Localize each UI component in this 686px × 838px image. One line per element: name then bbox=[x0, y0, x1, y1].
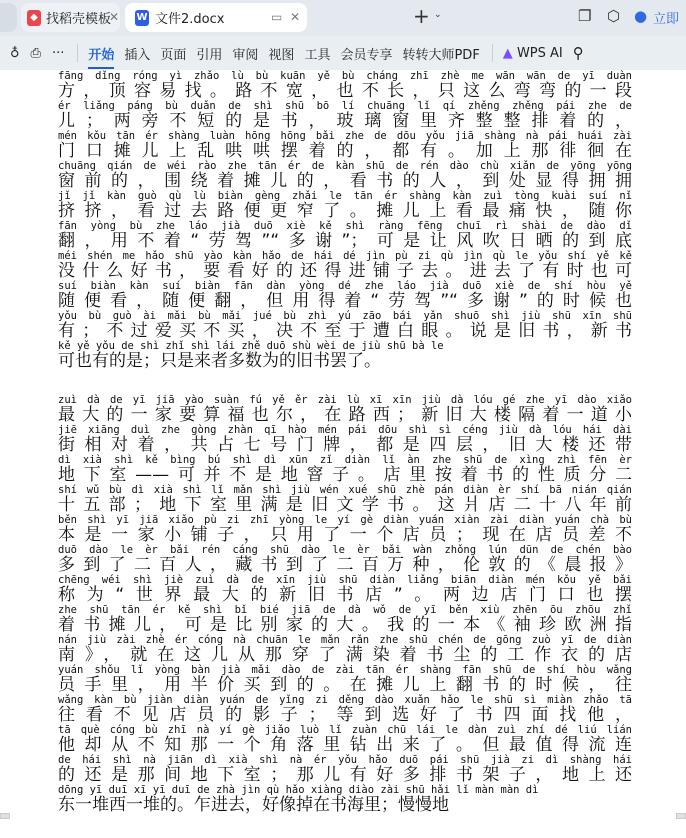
text-line bbox=[58, 514, 632, 544]
pinyin-line: nán jiù zài zhè ér cóng nà chuān le mǎn rǎn zhe shū chén de gōng zuò yī de diàn bbox=[58, 634, 632, 646]
hanzi-line: 多到了二百人，藏书到了二百万种，伦敦的《晨报》 bbox=[58, 555, 632, 575]
text-line bbox=[58, 220, 632, 250]
hanzi-line: 本是一家小铺子，只用了一个店员；现在店员差不 bbox=[58, 525, 632, 545]
hanzi-line: 员手里，用半价买到的。在摊儿上翻书的时候，往 bbox=[58, 675, 632, 695]
hanzi-line: 挤挤，看过去路便更窄了。摊儿上看最痛快，随你 bbox=[58, 201, 632, 221]
pinyin-line: chēng wéi shì jiè zuì dà de xīn jiù shū diàn liǎng biān diàn mén kǒu yě bǎi bbox=[58, 574, 632, 586]
hanzi-line: 的还是那间地下室；那儿有好多排书架子，地上还 bbox=[58, 765, 632, 785]
window-copy-icon[interactable]: ❐ bbox=[578, 7, 592, 25]
text-line bbox=[58, 784, 632, 814]
hanzi-line: 称为“世界最大的新旧书店”。两边店门口也摆 bbox=[58, 585, 632, 605]
menu-tools[interactable]: 工具 bbox=[304, 47, 331, 63]
hanzi-line: 可也有的是；只是来者多数为的旧书罢了。 bbox=[58, 351, 381, 371]
hanzi-line: 儿；两旁不短的是书，玻璃窗里齐整整排着的， bbox=[58, 111, 632, 131]
hanzi-line: 十五部；地下室里满是旧文学书。这爿店二十八年前 bbox=[58, 495, 632, 515]
menu-page[interactable]: 页面 bbox=[160, 47, 187, 63]
text-line bbox=[58, 574, 632, 604]
pinyin-line: méi shén me hǎo shū yào kàn hǎo de hái dé jìn pù zi qù jìn qù le yǒu shí yě kě bbox=[58, 250, 632, 262]
text-line bbox=[58, 604, 632, 634]
pinyin-line: dì xià shì kě bìng bú shì dì xūn zǐ diàn lǐ àn zhe shū de xìng zhì fēn èr bbox=[58, 454, 632, 466]
hanzi-line: 随便看，随便翻，但用得着“劳驾”“多谢”的时候也 bbox=[58, 291, 632, 311]
text-line bbox=[58, 484, 632, 514]
text-line bbox=[58, 664, 632, 694]
pinyin-line: yuán shǒu lǐ yòng bàn jià mǎi dào de zài tān ér shàng fān shū de shí hòu wǎng bbox=[58, 664, 632, 676]
pinyin-line: zhe shū tān ér kě shì bǐ bié jiā de dà wǒ de yī běn xiù zhēn ōu zhōu zhǐ bbox=[58, 604, 632, 616]
pinyin-line: mén kǒu tān ér shàng luàn hōng hōng bǎi zhe de dōu yǒu jiā shàng nà pái huái zài bbox=[58, 130, 632, 142]
link-icon[interactable]: ♁ bbox=[10, 45, 20, 61]
tab-label: 文件2.docx bbox=[155, 12, 225, 27]
pinyin-line: jǐ jǐ kàn guò qù lù biàn gèng zhǎi le tān ér shàng kàn zuì tòng kuài suí nǐ bbox=[58, 190, 632, 202]
wps-ai-button[interactable] bbox=[503, 46, 563, 61]
text-line bbox=[58, 190, 632, 220]
menu-references[interactable]: 引用 bbox=[196, 47, 223, 63]
text-line bbox=[58, 754, 632, 784]
text-line bbox=[58, 694, 632, 724]
new-tab-plus-icon[interactable]: + bbox=[413, 4, 430, 28]
text-line bbox=[58, 70, 632, 100]
pinyin-line: fāng dǐng róng yì zhǎo lù bù kuān yě bù cháng zhī zhè me wān wān de yī duàn bbox=[58, 70, 632, 82]
tab-label: 找稻壳模板 bbox=[46, 12, 112, 27]
text-line bbox=[58, 160, 632, 190]
search-icon[interactable]: ⚲ bbox=[572, 44, 584, 62]
hanzi-line: 着书摊儿，可是比别家的大。我的一本《袖珍欧洲指 bbox=[58, 615, 632, 635]
text-line bbox=[58, 340, 632, 370]
menu-insert[interactable]: 插入 bbox=[124, 47, 151, 63]
scroll-corner-left bbox=[0, 813, 10, 819]
menu-pdf[interactable]: 转转大师PDF bbox=[402, 47, 480, 63]
tab-scroll-left[interactable] bbox=[0, 3, 17, 32]
paragraph bbox=[58, 394, 632, 814]
pinyin-line: wǎng kàn bù jiàn diàn yuán de yǐng zi děng dào xuǎn hǎo le shū sì miàn zhǎo tā bbox=[58, 694, 632, 706]
hanzi-line: 没什么好书，要看好的还得进铺子去。进去了有时也可 bbox=[58, 261, 632, 281]
paragraph bbox=[58, 70, 632, 370]
hanzi-line: 最大的一家要算福也尔，在路西；新旧大楼隔着一道小 bbox=[58, 405, 632, 425]
hanzi-line: 他却从不知那一个角落里钻出来了。但最值得流连 bbox=[58, 735, 632, 755]
pinyin-line: suí biàn kàn suí biàn fān dàn yòng dé zhe láo jià duō xiè de shí hòu yě bbox=[58, 280, 632, 292]
hanzi-line: 地下室——可并不是地窨子。店里按着书的性质分二 bbox=[58, 465, 632, 485]
hanzi-line: 方，顶容易找。路不宽，也不长，只这么弯弯的一段 bbox=[58, 81, 632, 101]
hanzi-line: 南》，就在这儿从那穿了满染着书尘的工作衣的店 bbox=[58, 645, 632, 665]
login-link[interactable]: 立即 bbox=[653, 12, 680, 27]
tab-document[interactable] bbox=[125, 3, 307, 32]
menu-home[interactable]: 开始 bbox=[88, 44, 114, 63]
pinyin-line: běn shì yī jiā xiǎo pù zi zhī yòng le yí gè diàn yuán xiàn zài diàn yuán chà bù bbox=[58, 514, 632, 526]
divider bbox=[77, 44, 78, 62]
text-line bbox=[58, 634, 632, 664]
pinyin-line: dōng yī duī xī yī duī de zhà jìn qù hǎo xiàng diào zài shū hǎi lǐ màn màn dì bbox=[58, 784, 539, 796]
cube-icon[interactable]: ⬡ bbox=[607, 7, 621, 25]
wps-ai-icon: ▲ bbox=[502, 45, 513, 61]
hanzi-line: 往看不见店员的影子；等到选好了书四面找他， bbox=[58, 705, 632, 725]
text-line bbox=[58, 250, 632, 280]
menu-member[interactable]: 会员专享 bbox=[340, 47, 393, 63]
print-icon[interactable]: ⎙ bbox=[30, 45, 41, 61]
menu-view[interactable]: 视图 bbox=[268, 47, 295, 63]
ribbon-toolbar bbox=[0, 36, 686, 70]
pinyin-line: ér liǎng páng bù duǎn de shì shū bō lí chuāng lǐ qí zhěng zhěng pái zhe de bbox=[58, 100, 632, 112]
hanzi-line: 门口摊儿上乱哄哄摆着的，都有。加上那徘徊在 bbox=[58, 141, 632, 161]
hanzi-line: 有；不过爱买不买，决不至于遭白眼。说是旧书，新书 bbox=[58, 321, 632, 341]
hanzi-line: 街相对着，共占七号门牌，都是四层，旧大楼还带 bbox=[58, 435, 632, 455]
hanzi-line: 窗前的，围绕着摊儿的，看书的人，到处显得拥拥 bbox=[58, 171, 632, 191]
text-line bbox=[58, 454, 632, 484]
pinyin-line: duō dào le èr bǎi rén cáng shū dào le èr bǎi wàn zhǒng lún dūn de chén bào bbox=[58, 544, 632, 556]
wps-ai-label: WPS AI bbox=[516, 45, 563, 61]
pinyin-line: de hái shì nà jiān dì xià shì nà ér yǒu hǎo duō pái shū jià zi dì shàng hái bbox=[58, 754, 632, 766]
text-line bbox=[58, 280, 632, 310]
text-line bbox=[58, 310, 632, 340]
tab-docer-templates[interactable] bbox=[21, 3, 120, 32]
word-doc-icon: W bbox=[135, 10, 149, 26]
monitor-icon[interactable]: ▭ bbox=[271, 10, 283, 24]
pinyin-line: fān yòng bù zhe láo jià duō xiè kě shì ràng fēng chuī rì shài de dào dǐ bbox=[58, 220, 632, 232]
tab-bar bbox=[0, 0, 686, 36]
pinyin-line: chuāng qián de wéi rào zhe tān ér de kàn shū de rén dào chù xiǎn de yōng yōng bbox=[58, 160, 632, 172]
document-body[interactable] bbox=[58, 70, 632, 838]
text-line bbox=[58, 544, 632, 574]
document-page[interactable] bbox=[0, 70, 686, 819]
menu-review[interactable]: 审阅 bbox=[232, 47, 259, 63]
divider bbox=[492, 44, 493, 62]
more-button[interactable]: ··· bbox=[51, 45, 65, 61]
text-line bbox=[58, 394, 632, 424]
text-line bbox=[58, 424, 632, 454]
text-line bbox=[58, 100, 632, 130]
chevron-down-icon[interactable]: ⌄ bbox=[434, 10, 442, 20]
text-line bbox=[58, 130, 632, 160]
pinyin-line: kě yě yǒu de shì zhǐ shì lái zhě duō shù wèi de jiù shū bà le bbox=[58, 340, 444, 352]
docer-icon: ◆ bbox=[27, 10, 41, 26]
hanzi-line: 东一堆西一堆的。乍进去，好像掉在书海里；慢慢地 bbox=[58, 795, 449, 815]
close-icon[interactable]: ✕ bbox=[109, 10, 120, 24]
hanzi-line: 翻，用不着“劳驾”“多谢”；可是让风吹日晒的到底 bbox=[58, 231, 632, 251]
text-line bbox=[58, 724, 632, 754]
close-icon[interactable]: ✕ bbox=[290, 10, 301, 24]
pinyin-line: jiē xiāng duì zhe gòng zhàn qī hào mén pái dōu shì sì céng jiù dà lóu hái dài bbox=[58, 424, 632, 436]
scroll-corner-right bbox=[676, 813, 686, 819]
pinyin-line: shí wǔ bù dì xià shì lǐ mǎn shì jiù wén xué shū zhè pán diàn èr shí bā nián qián bbox=[58, 484, 632, 496]
pinyin-line: yǒu bù guò ài mǎi bù mǎi jué bù zhì yú zāo bái yǎn shuō shì jiù shū xīn shū bbox=[58, 310, 632, 322]
pinyin-line: zuì dà de yī jiā yào suàn fú yě ěr zài lù xī xīn jiù dà lóu gé zhe yī dào xiǎo bbox=[58, 394, 632, 406]
pinyin-line: tā què cóng bù zhī nà yí gè jiǎo luò lǐ zuàn chū lái le dàn zuì zhí dé liú lián bbox=[58, 724, 632, 736]
avatar-icon[interactable]: ● bbox=[634, 7, 648, 25]
